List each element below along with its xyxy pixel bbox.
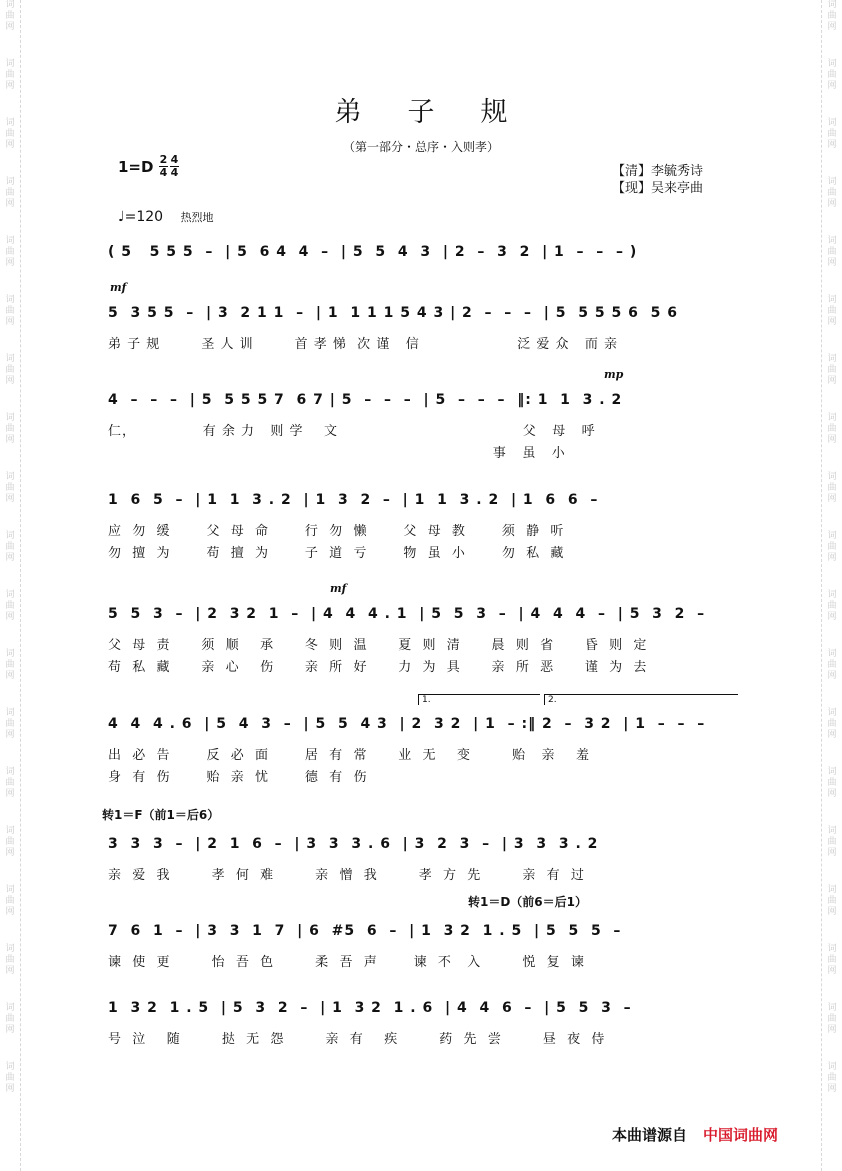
left-margin-line bbox=[20, 0, 21, 1171]
meter-top-1: 2 bbox=[159, 153, 168, 166]
watermark-text: 词 曲 网 bbox=[827, 944, 837, 976]
watermark-text: 词 曲 网 bbox=[5, 826, 15, 858]
watermark-text: 词 曲 网 bbox=[5, 531, 15, 563]
modulation-mark: 转1＝D（前6＝后1） bbox=[468, 895, 588, 909]
watermark-text: 词 曲 网 bbox=[827, 708, 837, 740]
dynamic-mark: mf bbox=[330, 582, 347, 595]
watermark-text: 词 曲 网 bbox=[827, 531, 837, 563]
watermark-text: 词 曲 网 bbox=[5, 767, 15, 799]
watermark-text: 词 曲 网 bbox=[827, 236, 837, 268]
notation-line: ( 5 5 5 5 – | 5 6 4 4 – | 5 5 4 3 | 2 – 3 2 | 1 – – – ) bbox=[108, 244, 638, 260]
watermark-text: 词 曲 网 bbox=[827, 1062, 837, 1094]
lyric-line: 谏 使 更 怡 吾 色 柔 吾 声 谏 不 入 悦 复 谏 bbox=[108, 955, 585, 970]
lyric-line: 出 必 告 反 必 面 居 有 常 业 无 变 贻 亲 羞 bbox=[108, 748, 591, 763]
watermark-text: 词 曲 网 bbox=[5, 590, 15, 622]
watermark-text: 词 曲 网 bbox=[827, 767, 837, 799]
source-label: 本曲谱源自 bbox=[612, 1126, 688, 1144]
watermark-left bbox=[3, 0, 17, 1171]
time-signature bbox=[159, 154, 179, 179]
lyric-line: 父 母 责 须 顺 承 冬 则 温 夏 则 清 晨 则 省 昏 则 定 bbox=[108, 638, 648, 653]
notation-line: 1 3 2 1 . 5 | 5 3 2 – | 1 3 2 1 . 6 | 4 4 6 – | 5 5 3 – bbox=[108, 1000, 632, 1016]
watermark-text: 词 曲 网 bbox=[5, 708, 15, 740]
watermark-text: 词 曲 网 bbox=[827, 177, 837, 209]
watermark-text: 词 曲 网 bbox=[5, 0, 15, 32]
lyric-line: 苟 私 藏 亲 心 伤 亲 所 好 力 为 具 亲 所 恶 谨 为 去 bbox=[108, 660, 648, 675]
song-title: 弟子规 bbox=[334, 97, 554, 128]
watermark-text: 词 曲 网 bbox=[827, 295, 837, 327]
tempo-value: ♩=120 bbox=[118, 209, 164, 225]
watermark-text: 词 曲 网 bbox=[5, 236, 15, 268]
watermark-text: 词 曲 网 bbox=[5, 885, 15, 917]
lyric-line: 弟 子 规 圣 人 训 首 孝 悌 次 谨 信 泛 爱 众 而 亲 bbox=[108, 337, 619, 352]
meter-top-2: 4 bbox=[170, 153, 179, 166]
source-credit bbox=[612, 1124, 778, 1145]
watermark-text: 词 曲 网 bbox=[5, 649, 15, 681]
volta-first: 1. bbox=[418, 694, 540, 705]
song-subtitle: （第一部分・总序・入则孝） bbox=[342, 140, 499, 154]
lyric-line: 应 勿 缓 父 母 命 行 勿 懒 父 母 教 须 静 听 bbox=[108, 524, 565, 539]
watermark-text: 词 曲 网 bbox=[827, 118, 837, 150]
watermark-text: 词 曲 网 bbox=[827, 413, 837, 445]
watermark-text: 词 曲 网 bbox=[5, 1003, 15, 1035]
lyric-line: 事 虽 小 bbox=[108, 446, 566, 461]
watermark-text: 词 曲 网 bbox=[827, 1003, 837, 1035]
lyric-line: 身 有 伤 贻 亲 忧 德 有 伤 bbox=[108, 770, 368, 785]
lyric-line: 仁， 有 余 力 则 学 文 父 母 呼 bbox=[108, 424, 596, 439]
notation-line: 7 6 1 – | 3 3 1 7 | 6 #5 6 – | 1 3 2 1 . 5 | 5 5 5 – bbox=[108, 923, 622, 939]
modulation-mark: 转1＝F（前1＝后6） bbox=[102, 808, 220, 822]
notation-line: 1 6 5 – | 1 1 3 . 2 | 1 3 2 – | 1 1 3 . 2 | 1 6 6 – bbox=[108, 492, 599, 508]
source-site[interactable]: 中国词曲网 bbox=[703, 1126, 779, 1144]
notation-line: 5 5 3 – | 2 3 2 1 – | 4 4 4 . 1 | 5 5 3 – | 4 4 4 – | 5 3 2 – bbox=[108, 606, 706, 622]
watermark-text: 词 曲 网 bbox=[5, 295, 15, 327]
lyric-line: 勿 擅 为 苟 擅 为 子 道 亏 物 虽 小 勿 私 藏 bbox=[108, 546, 565, 561]
watermark-text: 词 曲 网 bbox=[827, 826, 837, 858]
key-signature: 1=D bbox=[118, 158, 154, 176]
notation-line: 3 3 3 – | 2 1 6 – | 3 3 3 . 6 | 3 2 3 – | 3 3 3 . 2 bbox=[108, 836, 599, 852]
watermark-text: 词 曲 网 bbox=[827, 590, 837, 622]
watermark-text: 词 曲 网 bbox=[5, 177, 15, 209]
watermark-text: 词 曲 网 bbox=[5, 1062, 15, 1094]
watermark-text: 词 曲 网 bbox=[827, 0, 837, 32]
watermark-text: 词 曲 网 bbox=[5, 118, 15, 150]
watermark-text: 词 曲 网 bbox=[827, 472, 837, 504]
watermark-text: 词 曲 网 bbox=[827, 649, 837, 681]
watermark-right bbox=[825, 0, 839, 1171]
notation-line: 5 3 5 5 – | 3 2 1 1 – | 1 1 1 1 5 4 3 | 2 – – – | 5 5 5 5 6 5 6 bbox=[108, 305, 678, 321]
volta-second: 2. bbox=[544, 694, 738, 705]
tempo-marking bbox=[118, 209, 214, 225]
notation-line: 4 – – – | 5 5 5 5 7 6 7 | 5 – – – | 5 – – – ‖: 1 1 3 . 2 bbox=[108, 392, 623, 408]
right-margin-line bbox=[821, 0, 822, 1171]
watermark-text: 词 曲 网 bbox=[827, 59, 837, 91]
watermark-text: 词 曲 网 bbox=[5, 413, 15, 445]
lyric-line: 号 泣 随 挞 无 怨 亲 有 疾 药 先 尝 昼 夜 侍 bbox=[108, 1032, 606, 1047]
meter-bottom-1: 4 bbox=[159, 166, 168, 179]
dynamic-mark: mf bbox=[110, 281, 127, 294]
tempo-description: 热烈地 bbox=[180, 211, 214, 224]
lyricist: 【清】李毓秀诗 bbox=[612, 164, 704, 179]
watermark-text: 词 曲 网 bbox=[5, 59, 15, 91]
composer: 【现】吴来亭曲 bbox=[612, 181, 704, 196]
notation-line: 4 4 4 . 6 | 5 4 3 – | 5 5 4 3 | 2 3 2 | 1 – :‖ 2 – 3 2 | 1 – – – bbox=[108, 716, 706, 732]
dynamic-mark: mp bbox=[604, 368, 624, 381]
credits bbox=[612, 163, 703, 197]
watermark-text: 词 曲 网 bbox=[827, 885, 837, 917]
watermark-text: 词 曲 网 bbox=[827, 354, 837, 386]
watermark-text: 词 曲 网 bbox=[5, 472, 15, 504]
meter-bottom-2: 4 bbox=[170, 166, 179, 179]
watermark-text: 词 曲 网 bbox=[5, 944, 15, 976]
lyric-line: 亲 爱 我 孝 何 难 亲 憎 我 孝 方 先 亲 有 过 bbox=[108, 868, 585, 883]
watermark-text: 词 曲 网 bbox=[5, 354, 15, 386]
